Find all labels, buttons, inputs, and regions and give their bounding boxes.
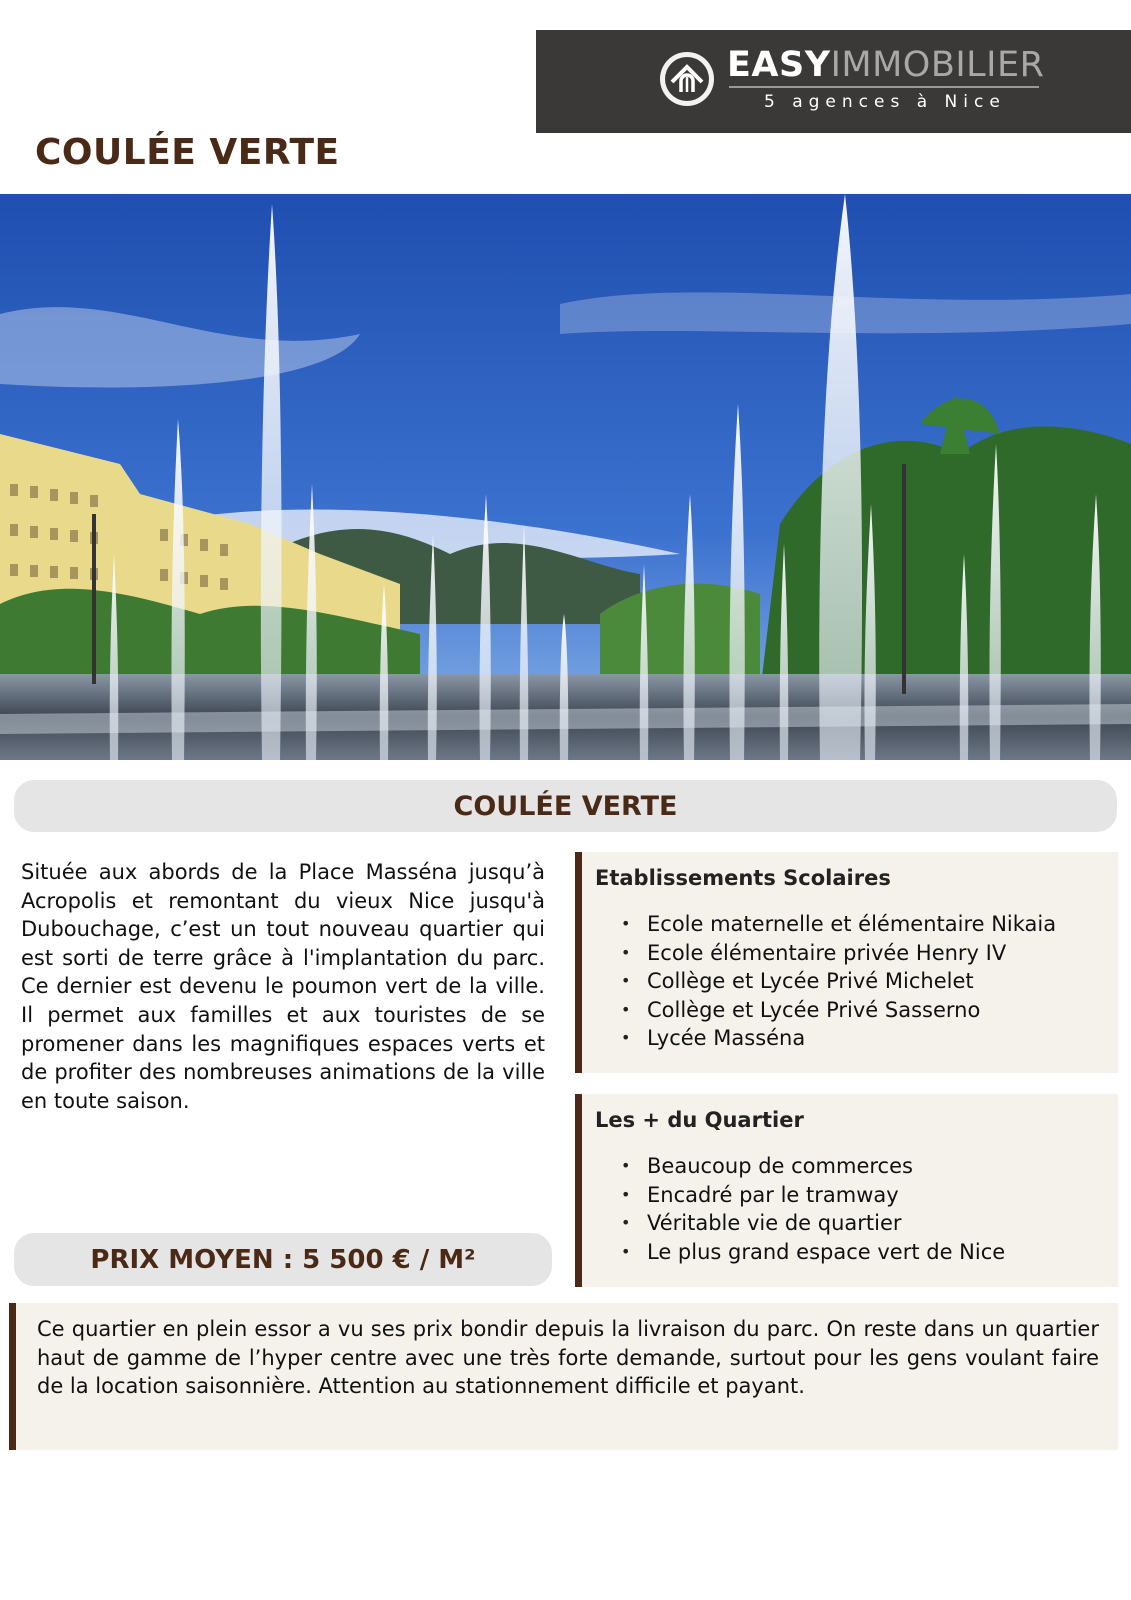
neighborhood-description: Située aux abords de la Place Masséna jusqu’à Acropolis et remontant du vieux Nice jusqu'à Dubouchage, c’est un tout nouveau quartier qui est sorti de terre grâce à l'implantation du parc. Ce dernier est devenu le poumon vert de la ville. Il permet aux familles et aux touristes de se promener dans les magnifiques espaces verts et de profiter des nombreuses animations de la ville en toute saison. [21, 860, 545, 1113]
advantages-title: Les + du Quartier [595, 1108, 804, 1132]
list-item: • Ecole maternelle et élémentaire Nikaia [621, 910, 1108, 939]
house-circle-icon [658, 50, 716, 108]
section-title-bar: COULÉE VERTE [14, 780, 1117, 832]
advantages-list [595, 1152, 1108, 1266]
average-price-bar: PRIX MOYEN : 5 500 € / M² [14, 1233, 552, 1286]
brand-header [536, 30, 1131, 133]
schools-title: Etablissements Scolaires [595, 866, 891, 890]
brand-name-part2: IMMOBILIER [830, 45, 1045, 85]
schools-list [595, 910, 1108, 1053]
list-item: • Lycée Masséna [621, 1024, 1108, 1053]
list-item: • Collège et Lycée Privé Michelet [621, 967, 1108, 996]
brand-divider [729, 86, 1039, 88]
list-item: • Le plus grand espace vert de Nice [621, 1238, 1108, 1267]
schools-box [575, 852, 1118, 1073]
list-item: • Collège et Lycée Privé Sasserno [621, 996, 1108, 1025]
advantages-box [575, 1094, 1118, 1287]
list-item: • Beaucoup de commerces [621, 1152, 1108, 1181]
conclusion-box [9, 1303, 1118, 1450]
brand-name [727, 45, 1044, 85]
brand-name-part1: EASY [727, 45, 831, 85]
page-title: COULÉE VERTE [35, 132, 340, 173]
list-item: • Ecole élémentaire privée Henry IV [621, 939, 1108, 968]
hero-photo [0, 194, 1131, 760]
list-item: • Encadré par le tramway [621, 1181, 1108, 1210]
list-item: • Véritable vie de quartier [621, 1209, 1108, 1238]
brand-tagline: 5 agences à Nice [764, 92, 1006, 112]
conclusion-text: Ce quartier en plein essor a vu ses prix bondir depuis la livraison du parc. On reste dans un quartier haut de gamme de l’hyper centre avec une très forte demande, surtout pour les gens voulant faire de la location saisonnière. Attention au stationnement difficile et payant. [37, 1317, 1099, 1399]
fountain-plaza-illustration [0, 194, 1131, 760]
